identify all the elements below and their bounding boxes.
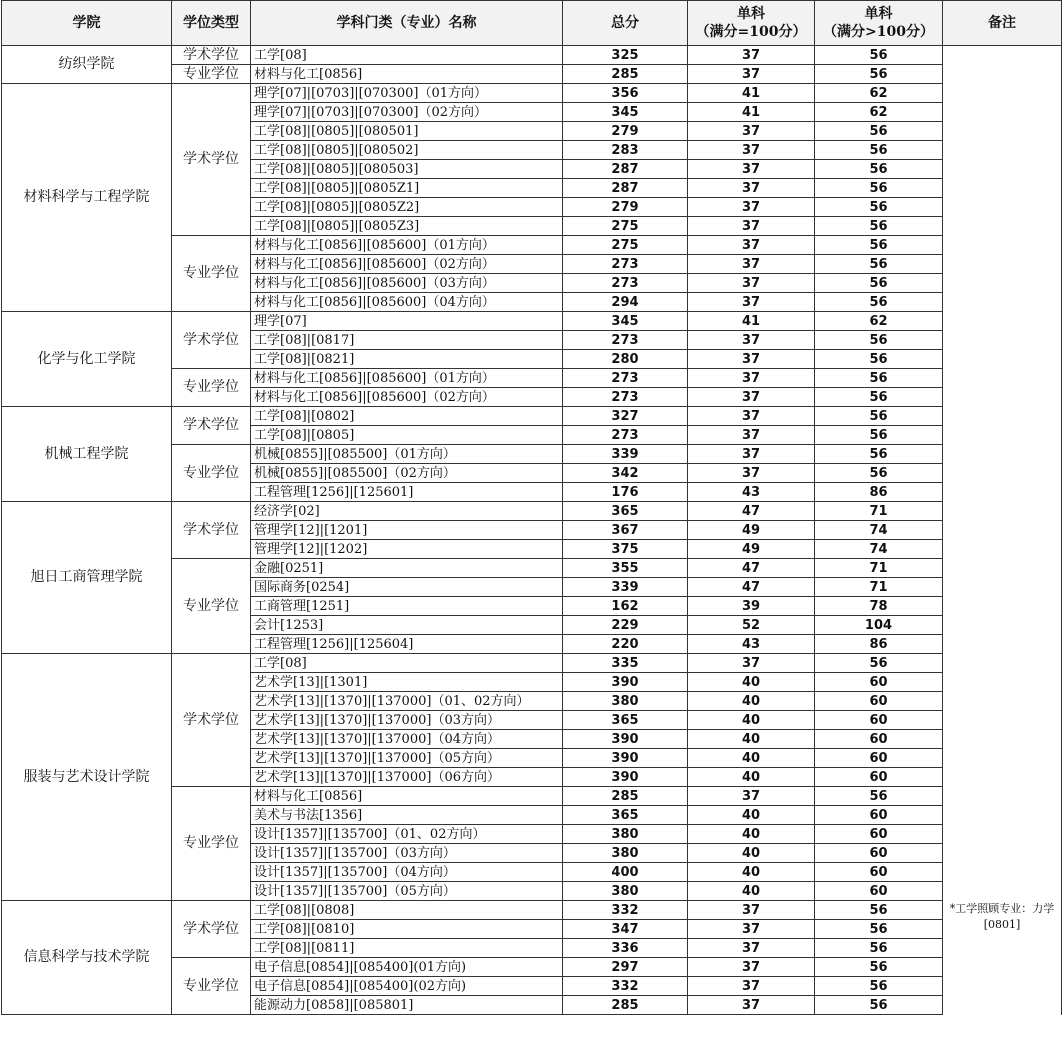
single-score-100: 47 xyxy=(688,502,815,521)
single-score-over100: 56 xyxy=(815,958,943,977)
total-score: 347 xyxy=(563,920,688,939)
single-score-over100: 60 xyxy=(815,806,943,825)
degree-type: 专业学位 xyxy=(172,236,251,312)
single-score-over100: 104 xyxy=(815,616,943,635)
header-degree-type: 学位类型 xyxy=(172,1,251,46)
single-score-100: 37 xyxy=(688,122,815,141)
single-score-over100: 56 xyxy=(815,160,943,179)
single-score-100: 49 xyxy=(688,540,815,559)
total-score: 365 xyxy=(563,711,688,730)
note-text: *工学照顾专业：力学[0801] xyxy=(949,902,1055,931)
total-score: 355 xyxy=(563,559,688,578)
table-row xyxy=(2,84,1062,103)
college-name: 化学与化工学院 xyxy=(2,312,172,407)
single-score-over100: 56 xyxy=(815,122,943,141)
total-score: 400 xyxy=(563,863,688,882)
single-score-over100: 71 xyxy=(815,502,943,521)
table-row xyxy=(2,901,1062,920)
single-score-over100: 56 xyxy=(815,977,943,996)
single-score-100: 37 xyxy=(688,46,815,65)
total-score: 273 xyxy=(563,331,688,350)
table-body xyxy=(2,46,1062,1015)
total-score: 273 xyxy=(563,369,688,388)
single-score-over100: 86 xyxy=(815,483,943,502)
single-score-over100: 56 xyxy=(815,331,943,350)
single-score-100: 43 xyxy=(688,483,815,502)
total-score: 285 xyxy=(563,996,688,1015)
single-score-over100: 56 xyxy=(815,464,943,483)
single-score-100: 43 xyxy=(688,635,815,654)
single-score-over100: 60 xyxy=(815,673,943,692)
discipline-name: 经济学[02] xyxy=(251,502,563,521)
single-score-over100: 74 xyxy=(815,521,943,540)
degree-type: 学术学位 xyxy=(172,654,251,787)
total-score: 229 xyxy=(563,616,688,635)
single-score-100: 40 xyxy=(688,749,815,768)
single-score-100: 39 xyxy=(688,597,815,616)
degree-type: 专业学位 xyxy=(172,369,251,407)
discipline-name: 设计[1357]|[135700]（04方向） xyxy=(251,863,563,882)
single-score-over100: 56 xyxy=(815,654,943,673)
single-score-100: 37 xyxy=(688,331,815,350)
single-score-100: 37 xyxy=(688,901,815,920)
single-score-100: 47 xyxy=(688,559,815,578)
degree-type: 学术学位 xyxy=(172,901,251,958)
total-score: 279 xyxy=(563,122,688,141)
single-score-over100: 56 xyxy=(815,369,943,388)
single-score-over100: 56 xyxy=(815,236,943,255)
single-score-over100: 56 xyxy=(815,65,943,84)
single-score-100: 37 xyxy=(688,141,815,160)
header-discipline: 学科门类（专业）名称 xyxy=(251,1,563,46)
discipline-name: 工学[08]|[0811] xyxy=(251,939,563,958)
single-score-100: 37 xyxy=(688,217,815,236)
single-score-100: 37 xyxy=(688,977,815,996)
single-score-100: 40 xyxy=(688,673,815,692)
total-score: 380 xyxy=(563,825,688,844)
discipline-name: 理学[07] xyxy=(251,312,563,331)
discipline-name: 工学[08]|[0805]|[0805Z3] xyxy=(251,217,563,236)
single-score-over100: 56 xyxy=(815,407,943,426)
discipline-name: 工学[08]|[0810] xyxy=(251,920,563,939)
single-score-over100: 62 xyxy=(815,312,943,331)
single-score-100: 40 xyxy=(688,692,815,711)
degree-type: 专业学位 xyxy=(172,787,251,901)
single-score-100: 37 xyxy=(688,939,815,958)
total-score: 380 xyxy=(563,844,688,863)
header-total: 总分 xyxy=(563,1,688,46)
single-score-100: 37 xyxy=(688,464,815,483)
discipline-name: 设计[1357]|[135700]（03方向） xyxy=(251,844,563,863)
college-name: 旭日工商管理学院 xyxy=(2,502,172,654)
discipline-name: 设计[1357]|[135700]（01、02方向） xyxy=(251,825,563,844)
single-score-over100: 56 xyxy=(815,274,943,293)
discipline-name: 金融[0251] xyxy=(251,559,563,578)
single-score-over100: 60 xyxy=(815,768,943,787)
single-score-over100: 56 xyxy=(815,996,943,1015)
total-score: 390 xyxy=(563,749,688,768)
discipline-name: 材料与化工[0856]|[085600]（04方向） xyxy=(251,293,563,312)
single-score-over100: 60 xyxy=(815,730,943,749)
single-score-100: 40 xyxy=(688,806,815,825)
single-score-100: 37 xyxy=(688,293,815,312)
total-score: 390 xyxy=(563,673,688,692)
total-score: 332 xyxy=(563,901,688,920)
degree-type: 学术学位 xyxy=(172,84,251,236)
total-score: 365 xyxy=(563,806,688,825)
header-single-100-line2: （满分=100分） xyxy=(695,24,807,40)
discipline-name: 理学[07]|[0703]|[070300]（02方向） xyxy=(251,103,563,122)
discipline-name: 材料与化工[0856]|[085600]（02方向） xyxy=(251,255,563,274)
discipline-name: 国际商务[0254] xyxy=(251,578,563,597)
single-score-over100: 71 xyxy=(815,578,943,597)
single-score-100: 41 xyxy=(688,312,815,331)
total-score: 327 xyxy=(563,407,688,426)
discipline-name: 管理学[12]|[1202] xyxy=(251,540,563,559)
total-score: 287 xyxy=(563,179,688,198)
discipline-name: 材料与化工[0856]|[085600]（01方向） xyxy=(251,369,563,388)
single-score-over100: 56 xyxy=(815,426,943,445)
discipline-name: 工学[08]|[0805]|[0805Z1] xyxy=(251,179,563,198)
single-score-over100: 56 xyxy=(815,179,943,198)
single-score-100: 37 xyxy=(688,274,815,293)
total-score: 287 xyxy=(563,160,688,179)
discipline-name: 艺术学[13]|[1370]|[137000]（01、02方向） xyxy=(251,692,563,711)
total-score: 280 xyxy=(563,350,688,369)
discipline-name: 能源动力[0858]|[085801] xyxy=(251,996,563,1015)
discipline-name: 会计[1253] xyxy=(251,616,563,635)
single-score-over100: 86 xyxy=(815,635,943,654)
single-score-100: 40 xyxy=(688,863,815,882)
single-score-100: 37 xyxy=(688,369,815,388)
single-score-100: 37 xyxy=(688,388,815,407)
score-table xyxy=(1,0,1062,1015)
table-row xyxy=(2,312,1062,331)
single-score-over100: 62 xyxy=(815,84,943,103)
single-score-over100: 60 xyxy=(815,844,943,863)
discipline-name: 材料与化工[0856]|[085600]（03方向） xyxy=(251,274,563,293)
degree-type: 学术学位 xyxy=(172,502,251,559)
total-score: 297 xyxy=(563,958,688,977)
total-score: 273 xyxy=(563,426,688,445)
degree-type: 学术学位 xyxy=(172,312,251,369)
total-score: 380 xyxy=(563,882,688,901)
discipline-name: 工商管理[1251] xyxy=(251,597,563,616)
total-score: 335 xyxy=(563,654,688,673)
header-single-100-line1: 单科 xyxy=(737,6,765,22)
college-name: 材料科学与工程学院 xyxy=(2,84,172,312)
discipline-name: 工学[08]|[0805] xyxy=(251,426,563,445)
total-score: 162 xyxy=(563,597,688,616)
single-score-100: 37 xyxy=(688,255,815,274)
discipline-name: 理学[07]|[0703]|[070300]（01方向） xyxy=(251,84,563,103)
table-row xyxy=(2,407,1062,426)
discipline-name: 艺术学[13]|[1370]|[137000]（03方向） xyxy=(251,711,563,730)
discipline-name: 电子信息[0854]|[085400](02方向) xyxy=(251,977,563,996)
single-score-100: 40 xyxy=(688,844,815,863)
single-score-over100: 56 xyxy=(815,198,943,217)
total-score: 220 xyxy=(563,635,688,654)
single-score-over100: 56 xyxy=(815,46,943,65)
total-score: 339 xyxy=(563,578,688,597)
single-score-100: 37 xyxy=(688,996,815,1015)
single-score-100: 37 xyxy=(688,236,815,255)
single-score-100: 37 xyxy=(688,160,815,179)
total-score: 325 xyxy=(563,46,688,65)
single-score-over100: 56 xyxy=(815,939,943,958)
discipline-name: 艺术学[13]|[1301] xyxy=(251,673,563,692)
total-score: 339 xyxy=(563,445,688,464)
single-score-over100: 74 xyxy=(815,540,943,559)
total-score: 390 xyxy=(563,768,688,787)
discipline-name: 美术与书法[1356] xyxy=(251,806,563,825)
table-row xyxy=(2,502,1062,521)
discipline-name: 工学[08]|[0821] xyxy=(251,350,563,369)
header-single-over100-line2: （满分>100分） xyxy=(823,24,934,40)
single-score-100: 37 xyxy=(688,179,815,198)
single-score-over100: 56 xyxy=(815,920,943,939)
total-score: 345 xyxy=(563,312,688,331)
discipline-name: 设计[1357]|[135700]（05方向） xyxy=(251,882,563,901)
total-score: 285 xyxy=(563,65,688,84)
discipline-name: 工学[08]|[0805]|[0805Z2] xyxy=(251,198,563,217)
single-score-100: 37 xyxy=(688,445,815,464)
single-score-over100: 56 xyxy=(815,255,943,274)
discipline-name: 工学[08]|[0802] xyxy=(251,407,563,426)
single-score-100: 40 xyxy=(688,730,815,749)
total-score: 380 xyxy=(563,692,688,711)
header-note: 备注 xyxy=(943,1,1062,46)
single-score-over100: 60 xyxy=(815,825,943,844)
discipline-name: 工学[08]|[0808] xyxy=(251,901,563,920)
header-college: 学院 xyxy=(2,1,172,46)
total-score: 367 xyxy=(563,521,688,540)
discipline-name: 工学[08]|[0817] xyxy=(251,331,563,350)
total-score: 332 xyxy=(563,977,688,996)
total-score: 275 xyxy=(563,217,688,236)
discipline-name: 工学[08]|[0805]|[080502] xyxy=(251,141,563,160)
single-score-over100: 56 xyxy=(815,901,943,920)
discipline-name: 机械[0855]|[085500]（02方向） xyxy=(251,464,563,483)
single-score-over100: 60 xyxy=(815,711,943,730)
single-score-100: 41 xyxy=(688,84,815,103)
single-score-100: 37 xyxy=(688,654,815,673)
discipline-name: 工学[08]|[0805]|[080501] xyxy=(251,122,563,141)
table-row xyxy=(2,46,1062,65)
total-score: 275 xyxy=(563,236,688,255)
total-score: 365 xyxy=(563,502,688,521)
single-score-100: 47 xyxy=(688,578,815,597)
discipline-name: 机械[0855]|[085500]（01方向） xyxy=(251,445,563,464)
note-cell xyxy=(943,46,1062,1015)
college-name: 服装与艺术设计学院 xyxy=(2,654,172,901)
discipline-name: 材料与化工[0856]|[085600]（02方向） xyxy=(251,388,563,407)
total-score: 279 xyxy=(563,198,688,217)
total-score: 336 xyxy=(563,939,688,958)
single-score-100: 37 xyxy=(688,958,815,977)
single-score-100: 37 xyxy=(688,426,815,445)
table-header xyxy=(2,1,1062,46)
total-score: 356 xyxy=(563,84,688,103)
discipline-name: 艺术学[13]|[1370]|[137000]（05方向） xyxy=(251,749,563,768)
single-score-over100: 56 xyxy=(815,350,943,369)
college-name: 纺织学院 xyxy=(2,46,172,84)
single-score-100: 37 xyxy=(688,350,815,369)
single-score-100: 40 xyxy=(688,768,815,787)
degree-type: 学术学位 xyxy=(172,407,251,445)
discipline-name: 工程管理[1256]|[125601] xyxy=(251,483,563,502)
single-score-over100: 60 xyxy=(815,882,943,901)
total-score: 285 xyxy=(563,787,688,806)
total-score: 273 xyxy=(563,255,688,274)
header-single-100 xyxy=(688,1,815,46)
discipline-name: 艺术学[13]|[1370]|[137000]（04方向） xyxy=(251,730,563,749)
discipline-name: 工程管理[1256]|[125604] xyxy=(251,635,563,654)
degree-type: 学术学位 xyxy=(172,46,251,65)
discipline-name: 材料与化工[0856] xyxy=(251,65,563,84)
single-score-100: 37 xyxy=(688,65,815,84)
discipline-name: 材料与化工[0856] xyxy=(251,787,563,806)
header-single-over100-line1: 单科 xyxy=(864,6,893,22)
total-score: 390 xyxy=(563,730,688,749)
college-name: 机械工程学院 xyxy=(2,407,172,502)
single-score-100: 49 xyxy=(688,521,815,540)
single-score-over100: 56 xyxy=(815,293,943,312)
discipline-name: 工学[08] xyxy=(251,654,563,673)
single-score-over100: 78 xyxy=(815,597,943,616)
degree-type: 专业学位 xyxy=(172,559,251,654)
single-score-100: 37 xyxy=(688,198,815,217)
single-score-100: 41 xyxy=(688,103,815,122)
degree-type: 专业学位 xyxy=(172,958,251,1015)
discipline-name: 工学[08] xyxy=(251,46,563,65)
single-score-100: 40 xyxy=(688,825,815,844)
total-score: 283 xyxy=(563,141,688,160)
single-score-over100: 56 xyxy=(815,217,943,236)
total-score: 273 xyxy=(563,388,688,407)
total-score: 345 xyxy=(563,103,688,122)
single-score-over100: 56 xyxy=(815,445,943,464)
discipline-name: 工学[08]|[0805]|[080503] xyxy=(251,160,563,179)
single-score-over100: 56 xyxy=(815,141,943,160)
single-score-over100: 60 xyxy=(815,692,943,711)
single-score-over100: 71 xyxy=(815,559,943,578)
total-score: 176 xyxy=(563,483,688,502)
table-row xyxy=(2,654,1062,673)
total-score: 375 xyxy=(563,540,688,559)
discipline-name: 材料与化工[0856]|[085600]（01方向） xyxy=(251,236,563,255)
total-score: 342 xyxy=(563,464,688,483)
single-score-over100: 62 xyxy=(815,103,943,122)
single-score-over100: 56 xyxy=(815,388,943,407)
total-score: 294 xyxy=(563,293,688,312)
discipline-name: 管理学[12]|[1201] xyxy=(251,521,563,540)
degree-type: 专业学位 xyxy=(172,65,251,84)
total-score: 273 xyxy=(563,274,688,293)
degree-type: 专业学位 xyxy=(172,445,251,502)
single-score-100: 37 xyxy=(688,407,815,426)
discipline-name: 艺术学[13]|[1370]|[137000]（06方向） xyxy=(251,768,563,787)
single-score-100: 40 xyxy=(688,711,815,730)
college-name: 信息科学与技术学院 xyxy=(2,901,172,1015)
single-score-100: 37 xyxy=(688,920,815,939)
single-score-over100: 56 xyxy=(815,787,943,806)
header-single-over100 xyxy=(815,1,943,46)
single-score-100: 40 xyxy=(688,882,815,901)
single-score-over100: 60 xyxy=(815,863,943,882)
single-score-100: 37 xyxy=(688,787,815,806)
single-score-over100: 60 xyxy=(815,749,943,768)
discipline-name: 电子信息[0854]|[085400](01方向) xyxy=(251,958,563,977)
single-score-100: 52 xyxy=(688,616,815,635)
